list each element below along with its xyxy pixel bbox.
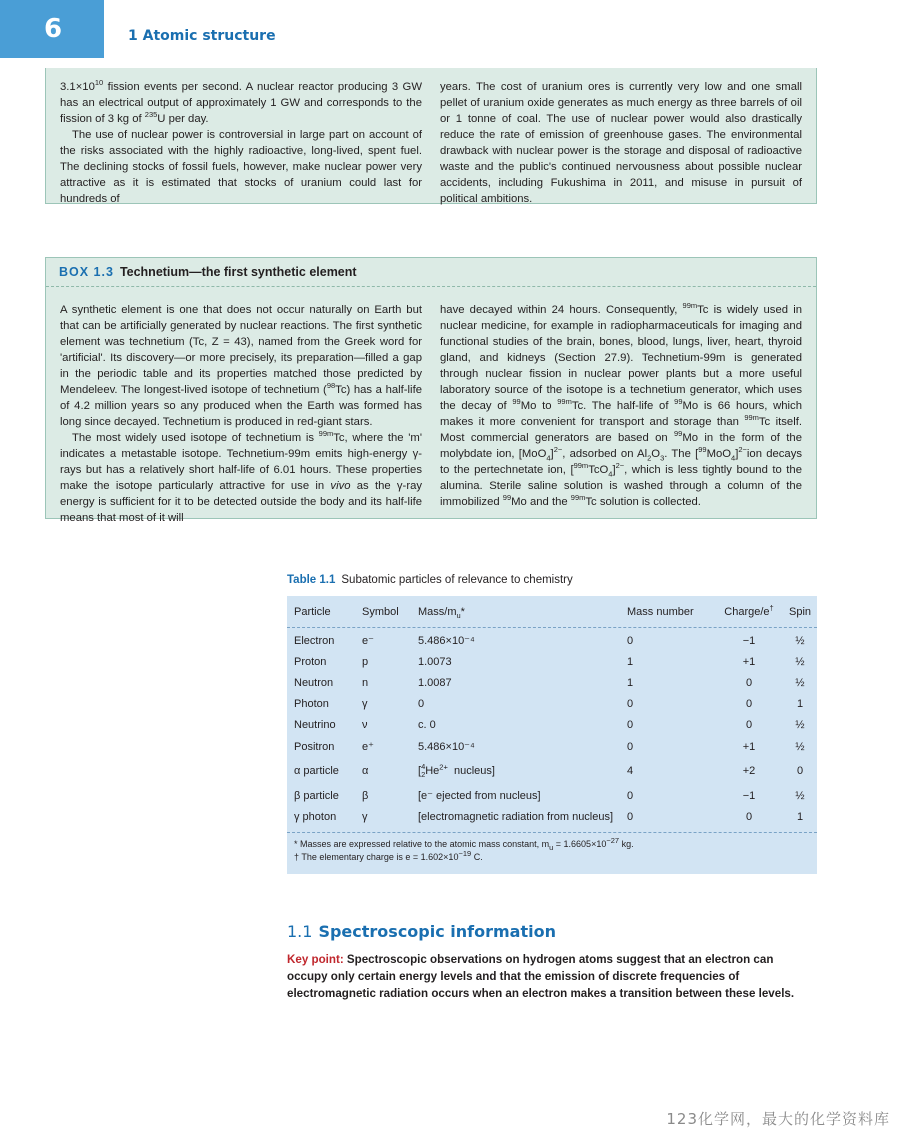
table-row: Neutrino ν c. 0 0 0 ½ (294, 719, 805, 732)
table-row: Proton p 1.0073 1 +1 ½ (294, 655, 805, 668)
subatomic-particles-table (287, 596, 817, 874)
header-mass: Mass/$m_u*$ (418, 605, 465, 620)
header-charge: Charge/e† (724, 602, 774, 618)
continued-box-right-column (440, 79, 802, 207)
box-title: Technetium—the first synthetic element (119, 265, 357, 279)
page-number: 6 (0, 0, 104, 58)
header-symbol: Symbol (362, 605, 399, 618)
box-right-column (440, 302, 802, 526)
header-mass-number: Mass number (627, 605, 694, 618)
section-heading (287, 922, 556, 941)
header-spin: Spin (788, 605, 812, 618)
key-point-text: Spectroscopic observations on hydrogen atoms suggest that an electron can occupy only certain energy levels and that the emission of discrete frequencies of electromagnetic radiation occurs when an electron makes a transition between these levels. (287, 953, 795, 1000)
key-point (287, 951, 817, 1002)
key-point-label: Key point: (287, 953, 344, 966)
box-left-column (60, 302, 422, 526)
paragraph: The use of nuclear power is controversial in large part on account of the risks associated with the highly radioactive, long-lived, spent fuel. The declining stocks of fossil fuels, however, make nuclear power very attractive as it is estimated that stocks of uranium could last for hundreds of (60, 129, 422, 205)
footnote-charge: † The elementary charge is $e = 1.602\times 10^{-19}$ C. (294, 849, 483, 862)
table-header (287, 596, 817, 628)
table-row: γ photon γ [electromagnetic radiation from nucleus] 0 0 1 (294, 810, 804, 823)
table-row: Electron e⁻ 5.486×10⁻⁴ 0 −1 ½ (294, 634, 805, 648)
table-row: Photon γ 0 0 0 1 (294, 698, 804, 711)
table-label: Table 1.1 (287, 574, 336, 586)
continued-box-left-column (60, 79, 422, 207)
table-footnotes (287, 832, 817, 864)
alpha-mass-cell: [ 4 2 $He^{2+}$ nucleus] (418, 762, 495, 780)
section-number: 1.1 (287, 922, 313, 941)
table-caption: Table 1.1 Subatomic particles of relevance to chemistry (287, 574, 573, 586)
table-row: β particle β [e⁻ ejected from nucleus] 0 −1 ½ (294, 789, 805, 803)
table-row: Neutron n 1.0087 1 0 ½ (294, 676, 805, 689)
paragraph: A synthetic element is one that does not occur naturally on Earth but that can be artificially generated by nuclear reactions. The first synthetic element was technetium (Tc, Z = 43), named from the Greek word for 'artificial'. Its discovery—or more precisely, its preparation—filled a gap in the periodic table and its properties matched those predicted by Mendeleev. The longest-lived isotope of technetium ($^{98}$Tc) has a half-life of 4.2 million years so any produced when the Earth was formed has long since decayed. Technetium is produced in red-giant stars. (60, 304, 422, 428)
header-particle: Particle (294, 605, 331, 618)
footnote-mass: * Masses are expressed relative to the atomic mass constant, $m_u = 1.6605\times 10^{-27}$ kg. (294, 836, 634, 852)
box-header (46, 258, 816, 287)
continued-box (45, 68, 817, 204)
running-head: 1 Atomic structure (128, 28, 276, 44)
box-label: BOX 1.3 (59, 265, 114, 279)
box-technetium (45, 257, 817, 524)
table-row: Positron e⁺ 5.486×10⁻⁴ 0 +1 ½ (294, 740, 805, 754)
section-title: Spectroscopic information (318, 922, 556, 941)
paragraph: years. The cost of uranium ores is currently very low and one small pellet of uranium oxide generates as much energy as three barrels of oil or 1 tonne of coal. The use of nuclear power would also drastically reduce the rate of emission of greenhouse gases. The environmental drawback with nuclear power is the storage and disposal of radioactive waste and the public's continued nervousness about possible nuclear accidents, including Fukushima in 2011, and misuse in pursuit of political ambitions. (440, 81, 802, 205)
paragraph: have decayed within 24 hours. Consequently, $^{99m}$Tc is widely used in nuclear medicine, for example in radiopharmaceuticals for imaging and functional studies of the brain, bones, blood, lungs, liver, heart, thyroid gland, and kidneys (Section 27.9). Technetium-99m is generated through nuclear fission in nuclear power plants but a more useful laboratory source of the isotope is a technetium generator, which uses the decay of $^{99}$Mo to $^{99m}$Tc. The half-life of $^{99}$Mo is 66 hours, which makes it more convenient for transport and storage than $^{99m}$Tc itself. Most commercial generators are based on $^{99}$Mo in the form of the molybdate ion, $[MoO_4]^{2-}$, adsorbed on $Al_2O_3$. The $[^{99}MoO_4]^{2-}ion$ decays to the pertechnetate ion, $[^{99m}TcO_4]^{2-}$, which is less tightly bound to the alumina. Sterile saline solution is washed through a column of the immobilized $^{99}$Mo and the $^{99m}$Tc solution is collected. (440, 301, 803, 508)
watermark: 123化学网，最大的化学资料库 (666, 1110, 890, 1128)
table-row: α particle α [ 4 2 $He^{2+}$ nucleus] 4 +2 0 (294, 762, 804, 780)
paragraph: $3.1\times 10^{10}$ fission events per second. A nuclear reactor producing 3 GW has an electrical output of approximately 1 GW and corresponds to the fission of 3 kg of $^{235}$U per day. (60, 78, 422, 125)
paragraph: The most widely used isotope of technetium is $^{99m}$Tc, where the 'm' indicates a metastable isotope. Technetium-99m emits high-energy γ-rays but has a relatively short half-life of 6.01 hours. These properties make the isotope particularly attractive for use in vivo as the γ-ray energy is sufficient for it to be detected outside the body and its half-life means that most of it will (60, 429, 423, 524)
